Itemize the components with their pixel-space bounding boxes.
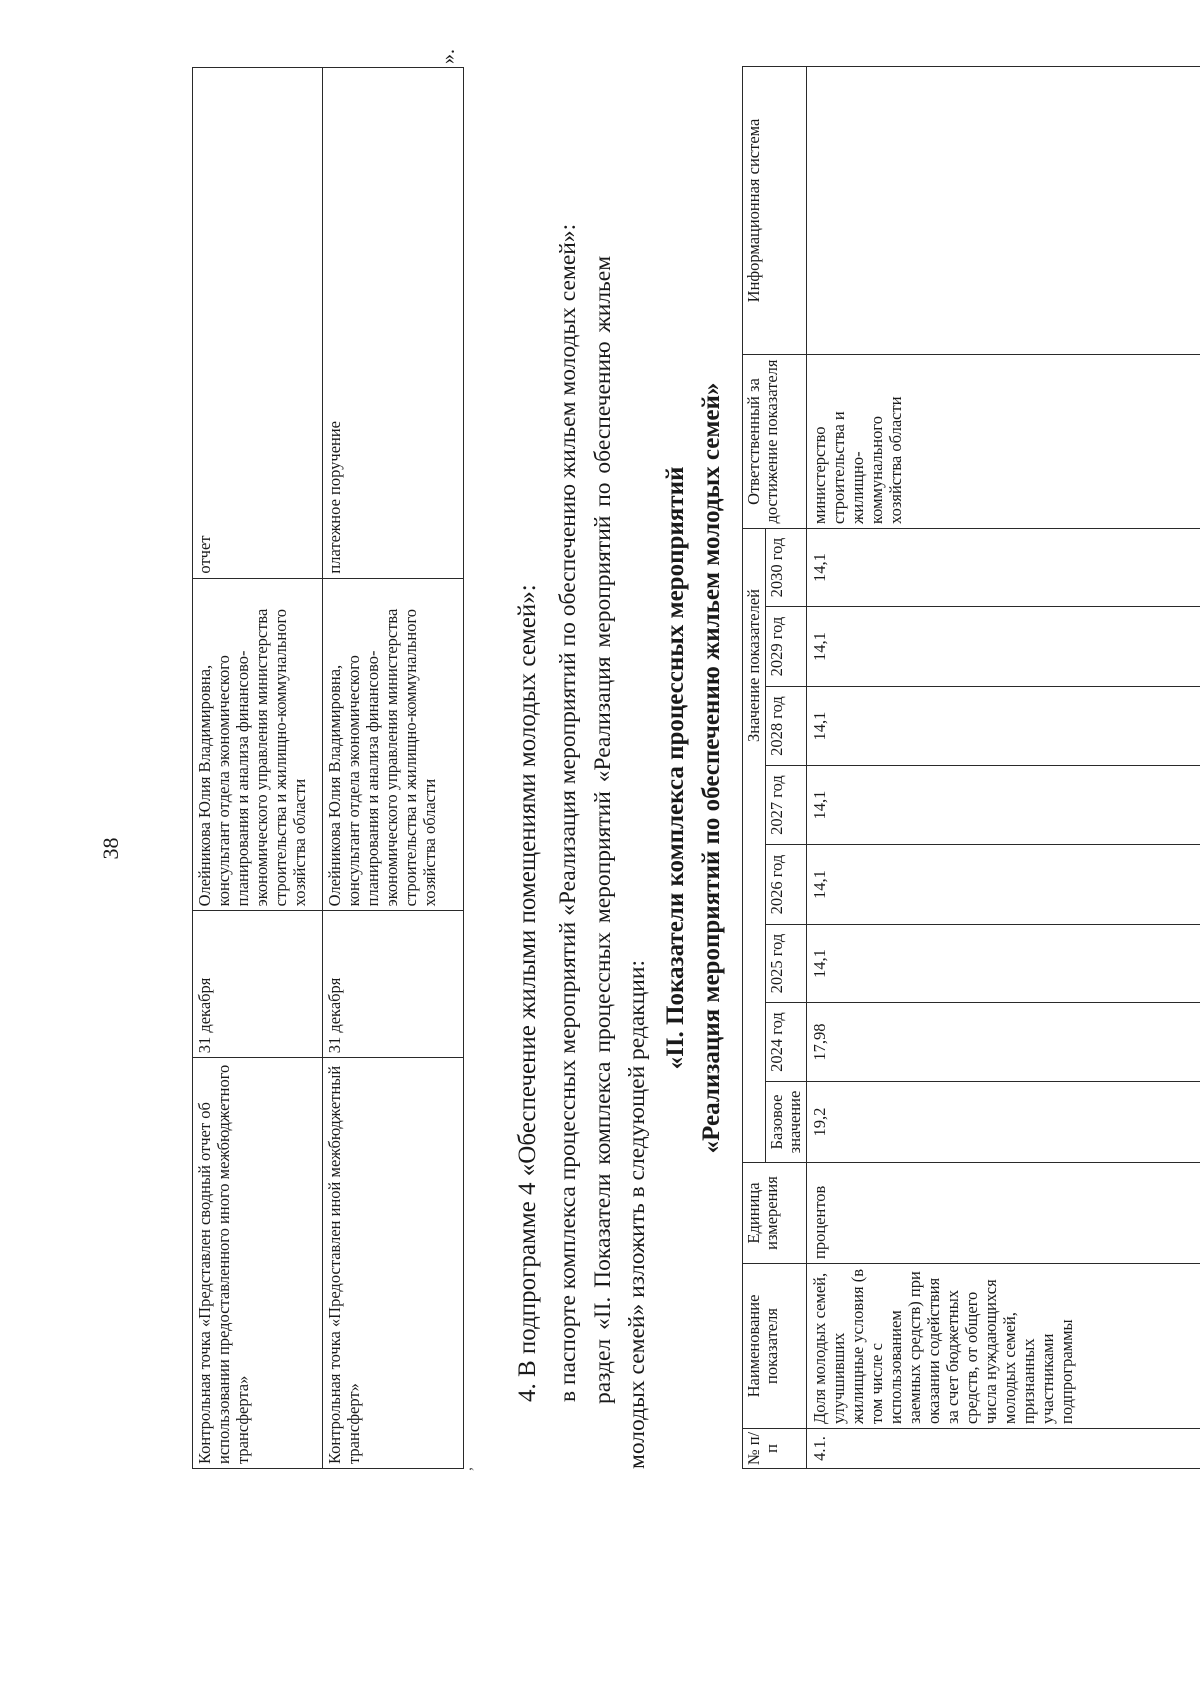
amendment-section-line: молодых семей» изложить в следующей редакции: [624, 960, 650, 1469]
header-responsible: Ответственный за достижение показателя [743, 355, 807, 529]
table-row [193, 68, 323, 1469]
stray-mark: , [458, 1467, 475, 1471]
control-point-responsible: Олейникова Юлия Владимировна, консультант отдела экономического планирования и анализа финансово-экономического управления министерства строительства и жилищно-коммунального хозяйства области [323, 578, 464, 911]
header-year: 2028 год [766, 687, 807, 766]
control-point-name: Контрольная точка «Предоставлен иной межбюджетный трансферт» [323, 1058, 464, 1469]
header-year: 2026 год [766, 845, 807, 925]
page-number: 38 [98, 837, 123, 860]
amendment-section-line: раздел «II. Показатели комплекса процессных мероприятий «Реализация мероприятий по обеспечению жильем [590, 255, 616, 1404]
row-system [807, 67, 1200, 355]
control-point-date: 31 декабря [323, 911, 464, 1058]
header-num: № п/п [743, 1429, 807, 1469]
control-points-table [192, 67, 464, 1469]
table-row [807, 67, 1200, 1469]
row-num: 4.1. [807, 1429, 1200, 1469]
header-year: 2027 год [766, 766, 807, 845]
table-header-row [743, 67, 766, 1469]
row-year-value: 17,98 [807, 1003, 1200, 1082]
row-unit: процентов [807, 1163, 1200, 1264]
row-year-value: 14,1 [807, 529, 1200, 607]
row-name: Доля молодых семей, улучшивших жилищные условия (в том числе с использованием заемных средств) при оказании содействия за счет бюджетных средств, от общего числа нуждающихся молодых семей, признанных участниками подпрограммы [807, 1264, 1200, 1429]
row-responsible: министерство строительства и жилищно-коммунального хозяйства области [807, 355, 1200, 529]
control-point-name: Контрольная точка «Представлен сводный отчет об использовании предоставленного иного межбюджетного трансферта» [193, 1058, 323, 1469]
control-point-document: платежное поручение [323, 68, 464, 579]
section-title: «II. Показатели комплекса процессных мероприятий [662, 466, 689, 1070]
header-year: 2029 год [766, 607, 807, 687]
control-point-document: отчет [193, 68, 323, 579]
closing-quote: ». [437, 49, 459, 64]
row-year-value: 14,1 [807, 845, 1200, 925]
table-row [323, 68, 464, 1469]
header-unit: Единица измерения [743, 1163, 807, 1264]
row-base: 19,2 [807, 1082, 1200, 1163]
row-year-value: 14,1 [807, 925, 1200, 1003]
control-point-responsible: Олейникова Юлия Владимировна, консультант отдела экономического планирования и анализа финансово-экономического управления министерства строительства и жилищно-коммунального хозяйства области [193, 578, 323, 911]
row-year-value: 14,1 [807, 766, 1200, 845]
indicators-table [742, 66, 1200, 1469]
amendment-heading: 4. В подпрограмме 4 «Обеспечение жилыми помещениями молодых семей»: [514, 584, 541, 1402]
header-values-group: Значение показателей [743, 529, 766, 1163]
header-system: Информационная система [743, 67, 807, 355]
header-year: 2025 год [766, 925, 807, 1003]
header-base: Базовое значение [766, 1082, 807, 1163]
section-subtitle: «Реализация мероприятий по обеспечению жильем молодых семей» [698, 382, 725, 1154]
row-year-value: 14,1 [807, 607, 1200, 687]
header-year: 2030 год [766, 529, 807, 607]
header-year: 2024 год [766, 1003, 807, 1082]
amendment-passport: в паспорте комплекса процессных мероприятий «Реализация мероприятий по обеспечению жильем молодых семей»: [555, 223, 581, 1402]
control-point-date: 31 декабря [193, 911, 323, 1058]
header-name: Наименование показателя [743, 1264, 807, 1429]
row-year-value: 14,1 [807, 687, 1200, 766]
